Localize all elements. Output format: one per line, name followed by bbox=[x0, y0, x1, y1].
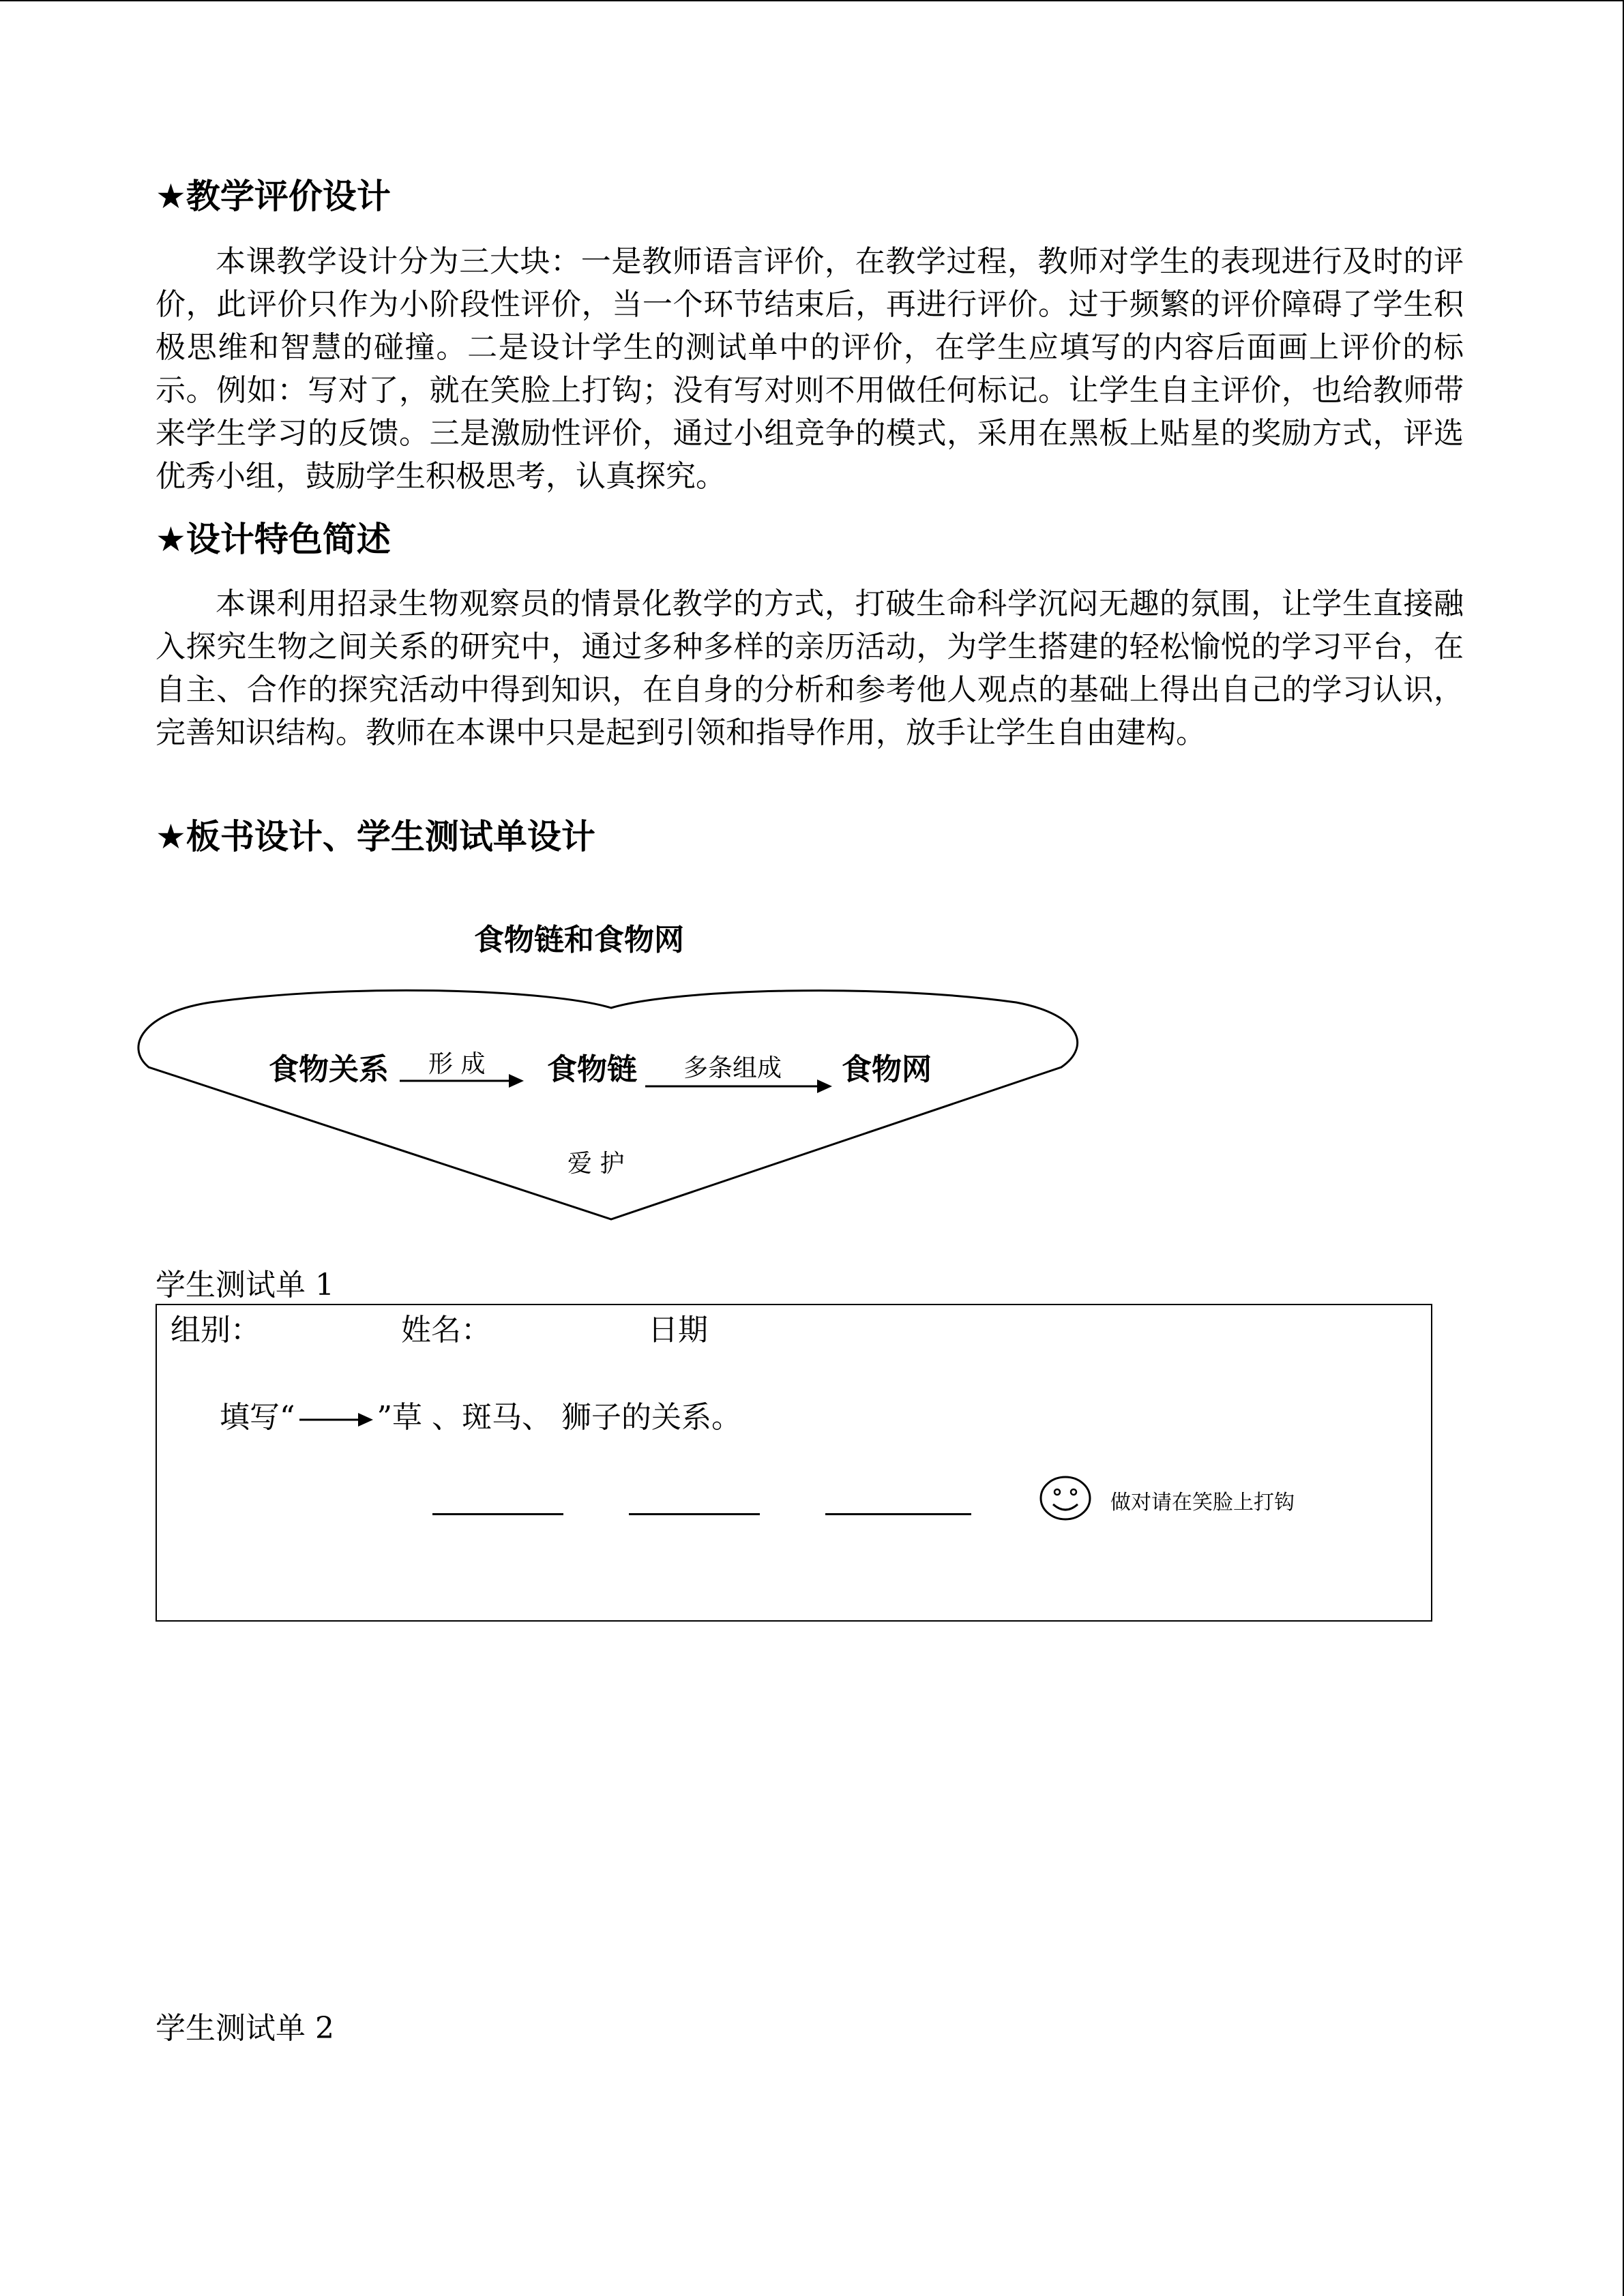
label-cherish: 爱 护 bbox=[567, 1150, 625, 1178]
test-sheet-1 bbox=[156, 1304, 1432, 1622]
name-label: 姓名： bbox=[401, 1313, 491, 1347]
node-food-chain: 食物链 bbox=[547, 1052, 637, 1087]
instruction-prefix: 填写“ bbox=[220, 1400, 295, 1435]
node-food-web: 食物网 bbox=[842, 1052, 932, 1087]
arrow-icon bbox=[298, 1410, 374, 1430]
test-sheet-2-caption: 学生测试单 2 bbox=[156, 2011, 334, 2046]
diagram-title: 食物链和食物网 bbox=[474, 923, 684, 957]
node-food-relation: 食物关系 bbox=[269, 1052, 389, 1087]
edge-label-forms: 形 成 bbox=[428, 1050, 486, 1078]
heading-features: ★设计特色简述 bbox=[156, 520, 391, 559]
heading-evaluation: ★教学评价设计 bbox=[156, 177, 391, 216]
board-diagram bbox=[130, 900, 1098, 1227]
answer-blank-1[interactable] bbox=[432, 1513, 563, 1515]
paragraph-features: 本课利用招录生物观察员的情景化教学的方式，打破生命科学沉闷无趣的氛围，让学生直接融入探究生物之间关系的研究中，通过多种多样的亲历活动，为学生搭建的轻松愉悦的学习平台，在自主、合作的探究活动中得到知识，在自身的分析和参考他人观点的基础上得出自己的学习认识，完善知识结构。教师在本课中只是起到引领和指导作用，放手让学生自由建构。 bbox=[156, 586, 1464, 750]
paragraph-evaluation: 本课教学设计分为三大块：一是教师语言评价，在教学过程，教师对学生的表现进行及时的评价，此评价只作为小阶段性评价，当一个环节结束后，再进行评价。过于频繁的评价障碍了学生积极思维和智慧的碰撞。二是设计学生的测试单中的评价，在学生应填写的内容后面画上评价的标示。例如：写对了，就在笑脸上打钩；没有写对则不用做任何标记。让学生自主评价，也给教师带来学生学习的反馈。三是激励性评价，通过小组竞争的模式，采用在黑板上贴星的奖励方式，评选优秀小组，鼓励学生积极思考，认真探究。 bbox=[156, 244, 1464, 494]
date-label: 日期 bbox=[648, 1313, 708, 1347]
answer-blank-3[interactable] bbox=[825, 1513, 971, 1515]
group-label: 组别： bbox=[171, 1313, 261, 1347]
test-sheet-1-caption: 学生测试单 1 bbox=[156, 1268, 334, 1302]
edge-label-composes: 多条组成 bbox=[683, 1054, 782, 1082]
instruction-suffix: ”草 、斑马、 狮子的关系。 bbox=[377, 1400, 741, 1435]
heading-board: ★板书设计、学生测试单设计 bbox=[156, 817, 595, 856]
answer-blank-2[interactable] bbox=[629, 1513, 760, 1515]
smiley-icon[interactable] bbox=[1038, 1474, 1093, 1522]
instruction-line bbox=[220, 1392, 741, 1436]
smiley-note: 做对请在笑脸上打钩 bbox=[1110, 1491, 1295, 1515]
